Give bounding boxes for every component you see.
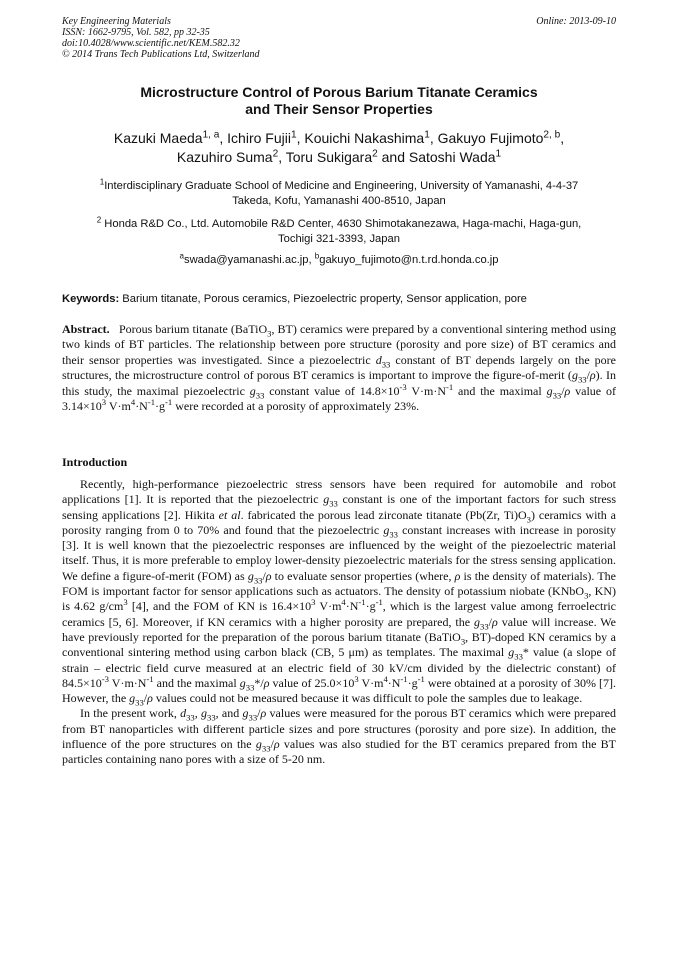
abstract: Abstract. Porous barium titanate (BaTiO$_3$, BT) ceramics were prepared by a conventional sintering method using two kinds of BT particles. The relationship between pore structure (porosity and pore size) of BT ceramics and their sensor properties was investigated. Since a piezoelectric $d_{33}$ constant of BT depends largely on the pore structures, the microstructure control of porous BT ceramics is important to improve the figure-of-merit $(g_{33}/\rho)$. In this study, the maximal piezoelectric $g_{33}$ constant value of $14.8\times 10^{-3}$ $V\cdot m\cdot N^{-1}$ and the maximal $g_{33}/\rho$ value of $3.14\times 10^3$ $V\cdot m^4\cdot N^{-1}\cdot g^{-1}$ were recorded at a porosity of approximately 23%.: [62, 322, 616, 414]
author: Ichiro Fujii: [227, 130, 291, 146]
email-b[interactable]: gakuyo_fujimoto@n.t.rd.honda.co.jp: [319, 254, 499, 266]
affiliation-line: Honda R&D Co., Ltd. Automobile R&D Center, 4630 Shimotakanezawa, Haga-machi, Haga-gun,: [101, 218, 582, 230]
affiliation-sup: 1: [99, 177, 105, 187]
paragraph: Recently, high-performance piezoelectric stress sensors have been required for automobile and robot applications [1]. It is reported that the piezoelectric $g_{33}$ constant is one of the important factors for such stress sensing applications [2]. Hikita et al. fabricated the porous lead zirconate titanate (Pb(Zr, $Ti)O_3$) ceramics with a porosity ranging from 0 to 70% and found that the piezoelectric $g_{33}$ constant increases with increase in porosity [3]. It is well known that the piezoelectric responses are influenced by the weight of the piezoelectric material itself. Thus, it is more preferable to employ lower-density piezoelectric materials for the stress sensing application. We define a figure-of-merit (FOM) as $g_{33}/\rho$ to evaluate sensor properties (where, ρ is the density of materials). The FOM is important factor for sensor applications such as actuators. The density of potassium niobate (KNbO$_3$, KN) is 4.62 $g/cm^3$ [4], and the FOM of KN is $16.4\times 10^3$ $V\cdot m^4\cdot N^{-1}\cdot g^{-1}$, which is the largest value among ferroelectric ceramics [5, 6]. Moreover, if KN ceramics with a higher porosity are prepared, the $g_{33}/\rho$ value will increase. We have previously reported for the preparation of the porous barium titanate (BaTiO$_3$, BT)-doped KN ceramics by a conventional sintering method using carbon black (CB, 5 μm) as templates. The maximal $g_{33}*$ value (a slope of strain – electric field curve measured at an electric field of 30 kV/cm divided by the dielectric constant) of $84.5\times 10^{-3}$ $V\cdot m\cdot N^{-1}$ and the maximal $g_{33}*/\rho$ value of $25.0\times 10^3$ $V\cdot m^4\cdot N^{-1}\cdot g^{-1}$ were obtained at a porosity of 30% [7]. However, the $g_{33}/\rho$ values could not be measured because it was difficult to pole the samples due to leakage.: [62, 477, 617, 708]
author: Kouichi Nakashima: [304, 130, 425, 146]
affiliation-sup: 2: [96, 215, 102, 225]
author-sup: 1: [495, 148, 502, 160]
abstract-label: Abstract.: [62, 322, 110, 336]
author-sup: 2, b: [543, 129, 561, 141]
affiliation-line: Tochigi 321-3393, Japan: [278, 232, 400, 245]
keywords-label: Keywords:: [62, 293, 120, 305]
author-sup: 2: [372, 148, 378, 160]
email-sup: a: [179, 251, 184, 261]
paper-title: [62, 84, 616, 118]
doi: doi:10.4028/www.scientific.net/KEM.582.32: [62, 38, 240, 49]
affiliation-line: Interdisciplinary Graduate School of Medicine and Engineering, University of Yamanashi, 4-4-37: [104, 180, 579, 192]
author-sup: 1: [290, 129, 297, 141]
keywords: [62, 292, 616, 306]
author-sup: 2: [272, 148, 279, 160]
paragraph: In the present work, $d_{33}$, $g_{33}$, and $g_{33}/\rho$ values were measured for the porous BT ceramics which were prepared from BT nanoparticles with different particle sizes and pore structures (porosity and pore size). In addition, the influence of the pore structures on the $g_{33}/\rho$ values was also studied for the BT ceramics prepared from the BT particles containing nano pores with a size of 5-20 nm.: [62, 706, 617, 767]
title-line-1: Microstructure Control of Porous Barium Titanate Ceramics: [140, 84, 538, 100]
affiliation-1: [62, 179, 616, 208]
author: Kazuhiro Suma: [176, 149, 273, 165]
online-date: Online: 2013-09-10: [536, 16, 616, 27]
affiliation-2: [62, 217, 616, 246]
section-heading: Introduction: [62, 455, 128, 469]
introduction-body: [62, 477, 616, 768]
author: Kazuki Maeda: [113, 130, 203, 146]
header-block: [62, 16, 616, 60]
keywords-text: Barium titanate, Porous ceramics, Piezoelectric property, Sensor application, pore: [119, 293, 527, 305]
affiliation-line: Takeda, Kofu, Yamanashi 400-8510, Japan: [232, 194, 446, 207]
author-list: Kazuki Maeda$^{1, a}$, Ichiro Fujii$^1$, Kouichi Nakashima$^1$, Gakuyo Fujimoto$^{2, b}$, Kazuhiro Suma$^2$, Toru Sukigara$^2$ and Satoshi Wada$^1$: [113, 129, 565, 165]
email-line: [62, 253, 616, 268]
copyright: © 2014 Trans Tech Publications Ltd, Switzerland: [62, 49, 260, 60]
author-sup: 1, a: [202, 129, 220, 141]
author: Gakuyo Fujimoto: [437, 130, 544, 146]
email-sup: b: [314, 251, 320, 261]
author: Satoshi Wada: [408, 149, 496, 165]
author: Toru Sukigara: [285, 149, 373, 165]
issn: ISSN: 1662-9795, Vol. 582, pp 32-35: [62, 27, 210, 38]
author-sup: 1: [424, 129, 430, 141]
email-a[interactable]: swada@yamanashi.ac.jp,: [183, 254, 315, 266]
journal-name: Key Engineering Materials: [62, 16, 171, 27]
title-line-2: and Their Sensor Properties: [245, 101, 433, 117]
